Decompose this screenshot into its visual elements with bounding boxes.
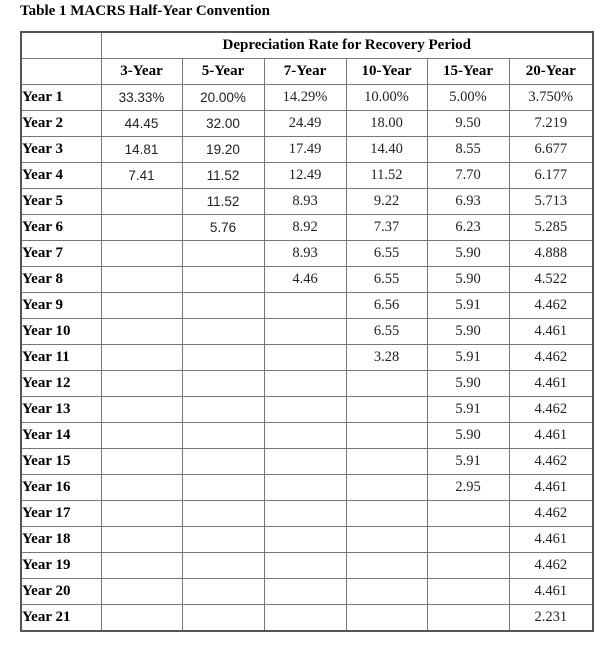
table-row (21, 215, 593, 241)
macrs-table (20, 31, 594, 632)
table-cell (182, 397, 264, 423)
table-cell (182, 605, 264, 632)
table-row (21, 267, 593, 293)
table-row (21, 293, 593, 319)
table-row (21, 449, 593, 475)
table-row (21, 345, 593, 371)
table-row (21, 189, 593, 215)
table-cell (264, 371, 346, 397)
table-cell (264, 319, 346, 345)
table-cell (101, 605, 182, 632)
table-cell: 4.461 (509, 527, 593, 553)
table-cell: 4.462 (509, 293, 593, 319)
table-cell: 8.93 (264, 189, 346, 215)
column-header: 5-Year (182, 59, 264, 85)
table-row (21, 111, 593, 137)
row-header: Year 17 (21, 501, 101, 527)
table-cell (101, 345, 182, 371)
table-cell: 5.713 (509, 189, 593, 215)
table-cell: 14.81 (101, 137, 182, 163)
table-row (21, 501, 593, 527)
table-cell (101, 423, 182, 449)
row-header: Year 16 (21, 475, 101, 501)
table-row (21, 371, 593, 397)
table-cell: 4.462 (509, 345, 593, 371)
row-header: Year 4 (21, 163, 101, 189)
table-cell: 5.91 (427, 397, 509, 423)
table-cell (264, 579, 346, 605)
table-cell: 4.46 (264, 267, 346, 293)
table-row (21, 85, 593, 111)
table-cell: 11.52 (182, 189, 264, 215)
row-header: Year 7 (21, 241, 101, 267)
table-cell: 44.45 (101, 111, 182, 137)
column-header-row (21, 59, 593, 85)
table-cell: 6.55 (346, 267, 427, 293)
table-cell (264, 423, 346, 449)
row-header: Year 3 (21, 137, 101, 163)
table-cell: 6.23 (427, 215, 509, 241)
table-cell (182, 319, 264, 345)
table-cell (182, 501, 264, 527)
column-header: 10-Year (346, 59, 427, 85)
table-cell (101, 371, 182, 397)
table-cell (346, 475, 427, 501)
table-cell (346, 397, 427, 423)
table-cell (346, 605, 427, 632)
table-cell (264, 605, 346, 632)
table-row (21, 527, 593, 553)
table-cell: 4.462 (509, 553, 593, 579)
table-cell (346, 371, 427, 397)
table-cell (182, 475, 264, 501)
table-cell: 4.461 (509, 475, 593, 501)
table-cell (346, 527, 427, 553)
row-header: Year 13 (21, 397, 101, 423)
table-cell (427, 501, 509, 527)
row-header: Year 18 (21, 527, 101, 553)
row-header: Year 15 (21, 449, 101, 475)
table-cell: 4.462 (509, 449, 593, 475)
table-cell (182, 293, 264, 319)
table-cell (427, 579, 509, 605)
table-row (21, 605, 593, 632)
table-body (21, 85, 593, 632)
table-cell (427, 605, 509, 632)
table-cell (182, 579, 264, 605)
table-cell: 9.50 (427, 111, 509, 137)
table-cell: 5.91 (427, 345, 509, 371)
table-cell: 2.95 (427, 475, 509, 501)
table-cell: 7.70 (427, 163, 509, 189)
table-cell: 10.00% (346, 85, 427, 111)
table-cell: 7.37 (346, 215, 427, 241)
table-cell (101, 267, 182, 293)
table-cell: 5.91 (427, 293, 509, 319)
table-cell (101, 397, 182, 423)
table-cell: 11.52 (182, 163, 264, 189)
table-cell (264, 553, 346, 579)
table-cell: 6.677 (509, 137, 593, 163)
table-row (21, 553, 593, 579)
table-cell: 6.55 (346, 241, 427, 267)
table-cell: 4.461 (509, 423, 593, 449)
table-cell (182, 553, 264, 579)
row-header: Year 2 (21, 111, 101, 137)
table-cell (101, 215, 182, 241)
table-row (21, 475, 593, 501)
row-header: Year 21 (21, 605, 101, 632)
column-header: 20-Year (509, 59, 593, 85)
table-cell (182, 371, 264, 397)
table-cell: 4.461 (509, 579, 593, 605)
table-cell: 4.461 (509, 319, 593, 345)
table-cell (346, 553, 427, 579)
row-header: Year 5 (21, 189, 101, 215)
table-cell (101, 527, 182, 553)
row-header: Year 19 (21, 553, 101, 579)
table-cell: 3.28 (346, 345, 427, 371)
table-cell: 4.888 (509, 241, 593, 267)
table-cell (101, 579, 182, 605)
table-cell (101, 189, 182, 215)
row-header: Year 12 (21, 371, 101, 397)
row-header: Year 10 (21, 319, 101, 345)
table-cell (264, 449, 346, 475)
table-cell: 8.92 (264, 215, 346, 241)
table-cell (101, 293, 182, 319)
table-cell (264, 293, 346, 319)
table-cell (101, 475, 182, 501)
table-cell: 11.52 (346, 163, 427, 189)
row-header: Year 9 (21, 293, 101, 319)
table-cell: 20.00% (182, 85, 264, 111)
table-cell (101, 449, 182, 475)
table-cell: 5.90 (427, 319, 509, 345)
table-cell (264, 501, 346, 527)
table-cell: 2.231 (509, 605, 593, 632)
table-cell (346, 423, 427, 449)
table-cell: 5.91 (427, 449, 509, 475)
table-cell: 17.49 (264, 137, 346, 163)
table-cell (182, 527, 264, 553)
row-header: Year 8 (21, 267, 101, 293)
table-cell: 9.22 (346, 189, 427, 215)
table-cell (101, 501, 182, 527)
table-cell: 14.29% (264, 85, 346, 111)
table-cell: 5.285 (509, 215, 593, 241)
row-header: Year 14 (21, 423, 101, 449)
table-cell: 18.00 (346, 111, 427, 137)
table-cell: 6.93 (427, 189, 509, 215)
table-cell: 32.00 (182, 111, 264, 137)
table-cell: 4.522 (509, 267, 593, 293)
table-cell (182, 423, 264, 449)
table-row (21, 137, 593, 163)
table-cell (264, 397, 346, 423)
table-cell (101, 319, 182, 345)
column-header: 3-Year (101, 59, 182, 85)
table-cell: 6.177 (509, 163, 593, 189)
table-row (21, 423, 593, 449)
table-cell: 12.49 (264, 163, 346, 189)
table-row (21, 397, 593, 423)
row-header: Year 1 (21, 85, 101, 111)
table-cell (182, 449, 264, 475)
table-cell: 4.461 (509, 371, 593, 397)
table-cell: 19.20 (182, 137, 264, 163)
table-cell: 5.90 (427, 241, 509, 267)
table-cell: 8.55 (427, 137, 509, 163)
table-cell: 24.49 (264, 111, 346, 137)
table-cell: 14.40 (346, 137, 427, 163)
table-row (21, 579, 593, 605)
table-cell (182, 267, 264, 293)
table-row (21, 241, 593, 267)
table-row (21, 319, 593, 345)
table-cell (346, 449, 427, 475)
table-cell (346, 579, 427, 605)
table-cell: 8.93 (264, 241, 346, 267)
table-cell: 33.33% (101, 85, 182, 111)
table-cell: 6.55 (346, 319, 427, 345)
table-cell (101, 241, 182, 267)
table-cell (182, 241, 264, 267)
table-cell: 5.76 (182, 215, 264, 241)
table-cell: 5.90 (427, 267, 509, 293)
column-header: 7-Year (264, 59, 346, 85)
table-cell (101, 553, 182, 579)
row-header: Year 11 (21, 345, 101, 371)
table-cell (427, 553, 509, 579)
group-header: Depreciation Rate for Recovery Period (101, 32, 593, 59)
table-cell: 4.462 (509, 397, 593, 423)
table-cell: 7.41 (101, 163, 182, 189)
group-header-row (21, 32, 593, 59)
corner-cell (21, 32, 101, 59)
table-cell (264, 475, 346, 501)
table-cell: 3.750% (509, 85, 593, 111)
row-header: Year 6 (21, 215, 101, 241)
table-cell: 5.90 (427, 371, 509, 397)
table-caption: Table 1 MACRS Half-Year Convention (20, 3, 271, 19)
table-cell: 4.462 (509, 501, 593, 527)
table-cell (427, 527, 509, 553)
table-cell: 5.90 (427, 423, 509, 449)
table-row (21, 163, 593, 189)
table-cell: 6.56 (346, 293, 427, 319)
row-header: Year 20 (21, 579, 101, 605)
table-cell: 7.219 (509, 111, 593, 137)
table-cell (346, 501, 427, 527)
table-cell (182, 345, 264, 371)
corner-cell (21, 59, 101, 85)
table-cell: 5.00% (427, 85, 509, 111)
column-header: 15-Year (427, 59, 509, 85)
table-cell (264, 345, 346, 371)
table-cell (264, 527, 346, 553)
